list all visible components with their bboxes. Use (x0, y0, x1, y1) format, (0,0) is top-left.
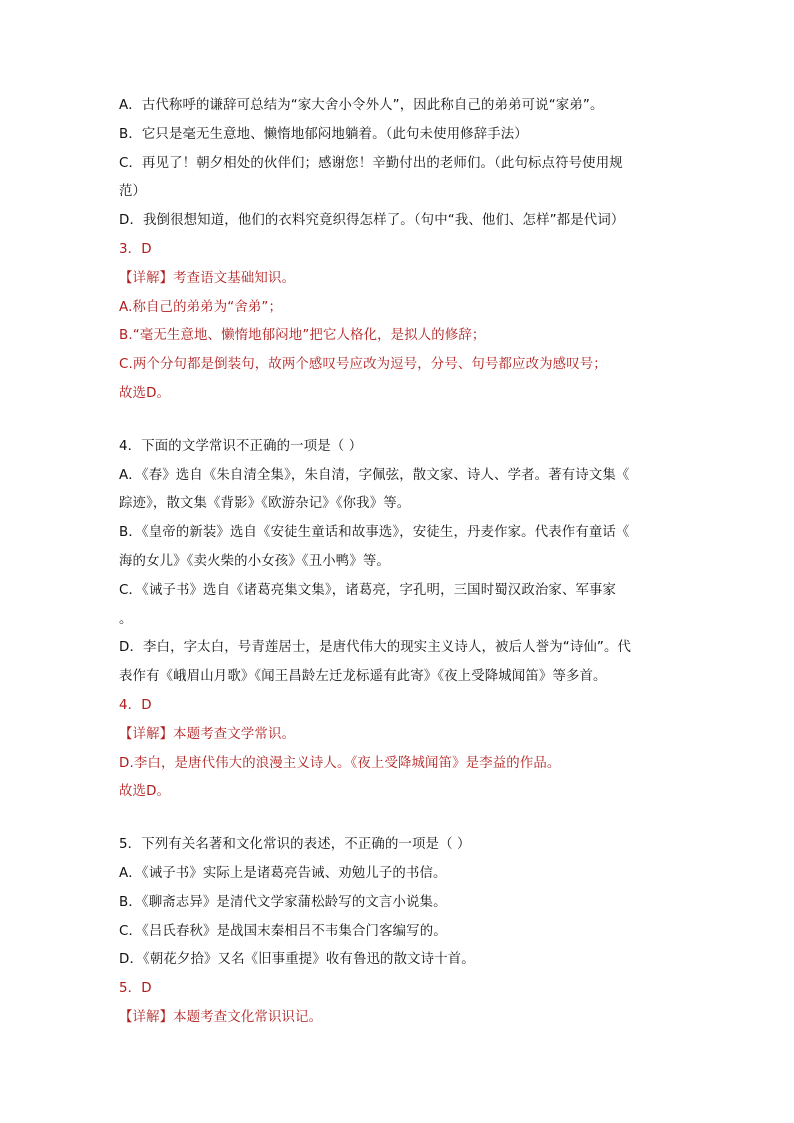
q3-option-d: D．我倒很想知道，他们的衣料究竟织得怎样了。（句中“我、他们、怎样”都是代词） (119, 213, 625, 229)
q3-explanation (119, 265, 679, 409)
question-3-options (119, 92, 679, 236)
q3-answer: 3．D (119, 241, 152, 257)
q3-explain-heading: 【详解】考查语文基础知识。 (119, 270, 296, 286)
q4-explanation (119, 721, 679, 807)
q5-option-c: C．《吕氏春秋》是战国末秦相吕不韦集合门客编写的。 (119, 923, 447, 939)
question-5-options (119, 860, 679, 975)
q4-option-a-cont: 踪迹》，散文集《背影》《欧游杂记》《你我》等。 (119, 496, 411, 512)
section-gap (119, 409, 679, 433)
q4-option-b-cont: 海的女儿》《卖火柴的小女孩》《丑小鸭》等。 (119, 553, 390, 569)
q3-explain-c: C.两个分句都是倒装句，故两个感叹号应改为逗号，分号、句号都应改为感叹号； (119, 357, 607, 373)
q4-option-b: B．《皇帝的新装》选自《安徒生童话和故事选》，安徒生，丹麦作家。代表作有童话《 (119, 525, 630, 541)
q4-option-d-cont: 表作有《峨眉山月歌》《闻王昌龄左迁龙标遥有此寄》《夜上受降城闻笛》等多首。 (119, 669, 607, 685)
q3-explain-conclusion: 故选D。 (119, 385, 171, 401)
q5-explain-heading: 【详解】本题考查文化常识识记。 (119, 1009, 323, 1025)
q4-explain-heading: 【详解】本题考查文学常识。 (119, 726, 296, 742)
q5-question: 5．下列有关名著和文化常识的表述，不正确的一项是（ ） (119, 837, 471, 853)
q3-option-c-cont: 范） (119, 184, 147, 200)
q3-option-c: C．再见了！朝夕相处的伙伴们；感谢您！辛勤付出的老师们。（此句标点符号使用规 (119, 155, 623, 171)
q5-option-b: B．《聊斋志异》是清代文学家蒲松龄写的文言小说集。 (119, 894, 447, 910)
q4-explain-conclusion: 故选D。 (119, 784, 171, 800)
q5-option-a: A．《诫子书》实际上是诸葛亮告诫、劝勉儿子的书信。 (119, 865, 447, 881)
q4-question: 4．下面的文学常识不正确的一项是（ ） (119, 438, 363, 454)
question-4-options (119, 462, 679, 692)
document-page (119, 92, 679, 1033)
q3-option-b: B．它只是毫无生意地、懒惰地郁闷地躺着。（此句未使用修辞手法） (119, 126, 528, 142)
q4-explain-d: D.李白，是唐代伟大的浪漫主义诗人。《夜上受降城闻笛》是李益的作品。 (119, 755, 561, 771)
q5-option-d: D．《朝花夕拾》又名《旧事重提》收有鲁迅的散文诗十首。 (119, 952, 475, 968)
q3-explain-a: A.称自己的弟弟为“舍弟”； (119, 299, 283, 315)
q4-option-d: D．李白，字太白，号青莲居士，是唐代伟大的现实主义诗人，被后人誉为“诗仙”。代 (119, 640, 632, 656)
q4-option-a: A．《春》选自《朱自清全集》，朱自清，字佩弦，散文家、诗人、学者。著有诗文集《 (119, 467, 630, 483)
q4-option-c-cont: 。 (119, 611, 133, 627)
q5-answer: 5．D (119, 981, 152, 997)
q4-option-c: C．《诫子书》选自《诸葛亮集文集》，诸葛亮，字孔明，三国时蜀汉政治家、军事家 (119, 582, 617, 598)
q4-answer: 4．D (119, 697, 152, 713)
q3-explain-b: B.“毫无生意地、懒惰地郁闷地”把它人格化，是拟人的修辞； (119, 328, 486, 344)
section-gap (119, 807, 679, 831)
q3-option-a: A．古代称呼的谦辞可总结为“家大舍小令外人”，因此称自己的弟弟可说“家弟”。 (119, 98, 604, 113)
